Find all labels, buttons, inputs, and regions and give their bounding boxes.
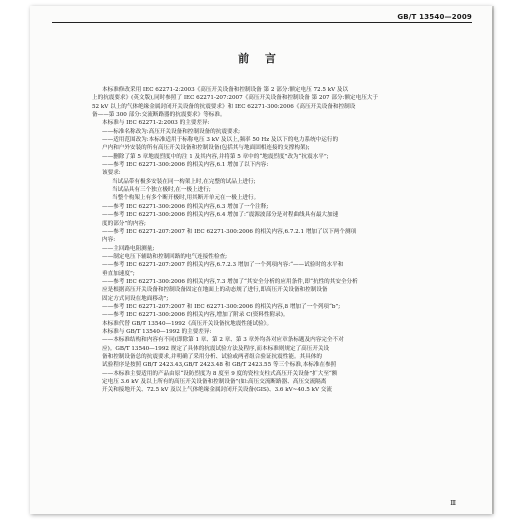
- page-title: 前 言: [238, 52, 282, 65]
- text-line: ——参考 IEC 62271-300:2006 的相关内容,6.4 增加了:“震源波部分是对程曲线具有最大加速: [102, 212, 339, 219]
- document-body: [92, 86, 457, 395]
- text-line: ——本标准主要适用的产品由原“设防烈度为 8 度至 9 度的瓷柱支柱式高压开关设备”扩大至“额: [102, 370, 338, 377]
- text-line: 上的抗震要求》(英文版),同时参照了 IEC 62271-207:2007《高压开关设备和控制设备 第 207 部分:额定电压大于: [92, 95, 379, 102]
- text-line: ——参考 IEC 62271-207:2007 的相关内容,6.7.2.3 增加了一个列项内容:“——试验时的水平和: [102, 262, 344, 269]
- text-line: 开关和接地开关、72.5 kV 及以上气体绝缘金属封闭开关设备(GIS)、3.6 kV~40.5 kV 交流: [102, 387, 332, 394]
- text-line: 本标准与 IEC 62271-2:2003 的主要差异:: [102, 120, 210, 127]
- text-line: 52 kV 以上的气体绝缘金属封闭开关设备的抗震要求》和 IEC 62271-300:2006《高压开关设备和控制设: [92, 103, 356, 110]
- text-line: ——主回路电阻测量;: [102, 245, 155, 252]
- standard-code: GB/T 13540—2009: [397, 13, 472, 21]
- text-line: 固定方式同设在地面移动”;: [102, 295, 169, 302]
- header-rule: [52, 22, 472, 23]
- page-number: Ⅲ: [450, 500, 456, 507]
- text-line: ——参考 IEC 62271-300:2006 的相关内容,6.3 增加了一个注释;: [102, 203, 269, 210]
- text-line: 应是根据高压开关设备和控制设备固定在地面上的动态规了进行,即高压开关设备和控制设备: [102, 287, 328, 294]
- text-line: ——本标准结构和内容有不同(即除第 1 章、第 2 章、第 3 章外均各对应章条标题及内容完全不对: [102, 337, 344, 344]
- text-line: 内容:: [102, 237, 116, 244]
- text-line: 备——第 300 部分:交流断路器的抗震要求》等标准。: [92, 112, 226, 119]
- text-line: 当试品具有三个独立极时,在一极上进行;: [112, 187, 211, 194]
- text-line: ——参考 IEC 62271-300:2006 的相关内容,7.3 增加了“其安全分析的应用条件,即“抗性的其安全分析: [102, 278, 358, 285]
- text-line: 定电压 3.6 kV 及以上所有的高压开关设备和控制设备”(如:高压交流断路器、高压交流隔离: [102, 379, 327, 386]
- text-line: 垂直加速度”;: [102, 270, 135, 277]
- text-line: 备和控制设备总的抗震要求,并明确了采用分析、试验或两者组合验证抗震性能。其具体的: [102, 354, 322, 360]
- text-line: 应)。GB/T 13540—1992 规定了具体的抗震试验方法及程序,而本标准则规定了高压开关设: [102, 345, 330, 352]
- text-line: ——删除了第 5 章地震烈度中的注 1 及其内容,并将第 5 章中的“地震烈度”改为“抗震水平”;: [102, 153, 329, 160]
- text-line: 本标准与 GB/T 13540—1992 的主要差异:: [102, 328, 212, 335]
- text-line: 该要求:: [102, 170, 121, 177]
- text-line: ——标准名称改为:高压开关设备和控制设备的抗震要求;: [102, 128, 241, 135]
- text-line: ——参考 IEC 62271-207:2007 和 IEC 62271-300:2006 的相关内容,6.7.2.1 增加了以下两个测项: [102, 228, 357, 235]
- text-line: ——适用范围改为:本标准适用于标称电压 3 kV 及以上,频率 50 Hz 及以下的电力系统中运行的: [102, 137, 339, 144]
- text-line: 本标准修改采用 IEC 62271-2:2003《高压开关设备和控制设备 第 2 部分:额定电压 72.5 kV 及以: [102, 87, 349, 93]
- text-line: 度的部分”的内容;: [102, 220, 146, 227]
- text-line: ——参考 IEC 62271-207:2007 和 IEC 62271-300:2006 的相关内容,8 增加了一个列项“b”;: [102, 303, 341, 310]
- text-line: ——参考 IEC 62271-300:2006 的相关内容,增加了附录 C(资料性附录)。: [102, 312, 289, 319]
- text-line: ——制定电压下辅助和控制回路的电气连接性检查;: [102, 253, 227, 260]
- text-line: 试验程序是按照 GB/T 2423.43,GB/T 2423.48 和 GB/T 2423.55 等三个标准,本标准在参照: [102, 362, 337, 369]
- text-line: 本标准代替 GB/T 13540—1992《高压开关设备抗地震性能试验》。: [102, 320, 273, 327]
- text-line: 当整个构架上有多个断开极时,用其断开单元在一极上进行。: [112, 195, 260, 202]
- text-line: 当试品带有极多安装在同一构架上时,在完整的试品上进行;: [112, 178, 256, 185]
- text-line: ——参考 IEC 62271-300:2006 的相关内容,6.1 增加了以下内容:: [102, 162, 269, 169]
- text-line: 户内和户外安装的所有高压开关设备和控制设备(包括其与地面固相连接的支撑构架);: [102, 145, 310, 152]
